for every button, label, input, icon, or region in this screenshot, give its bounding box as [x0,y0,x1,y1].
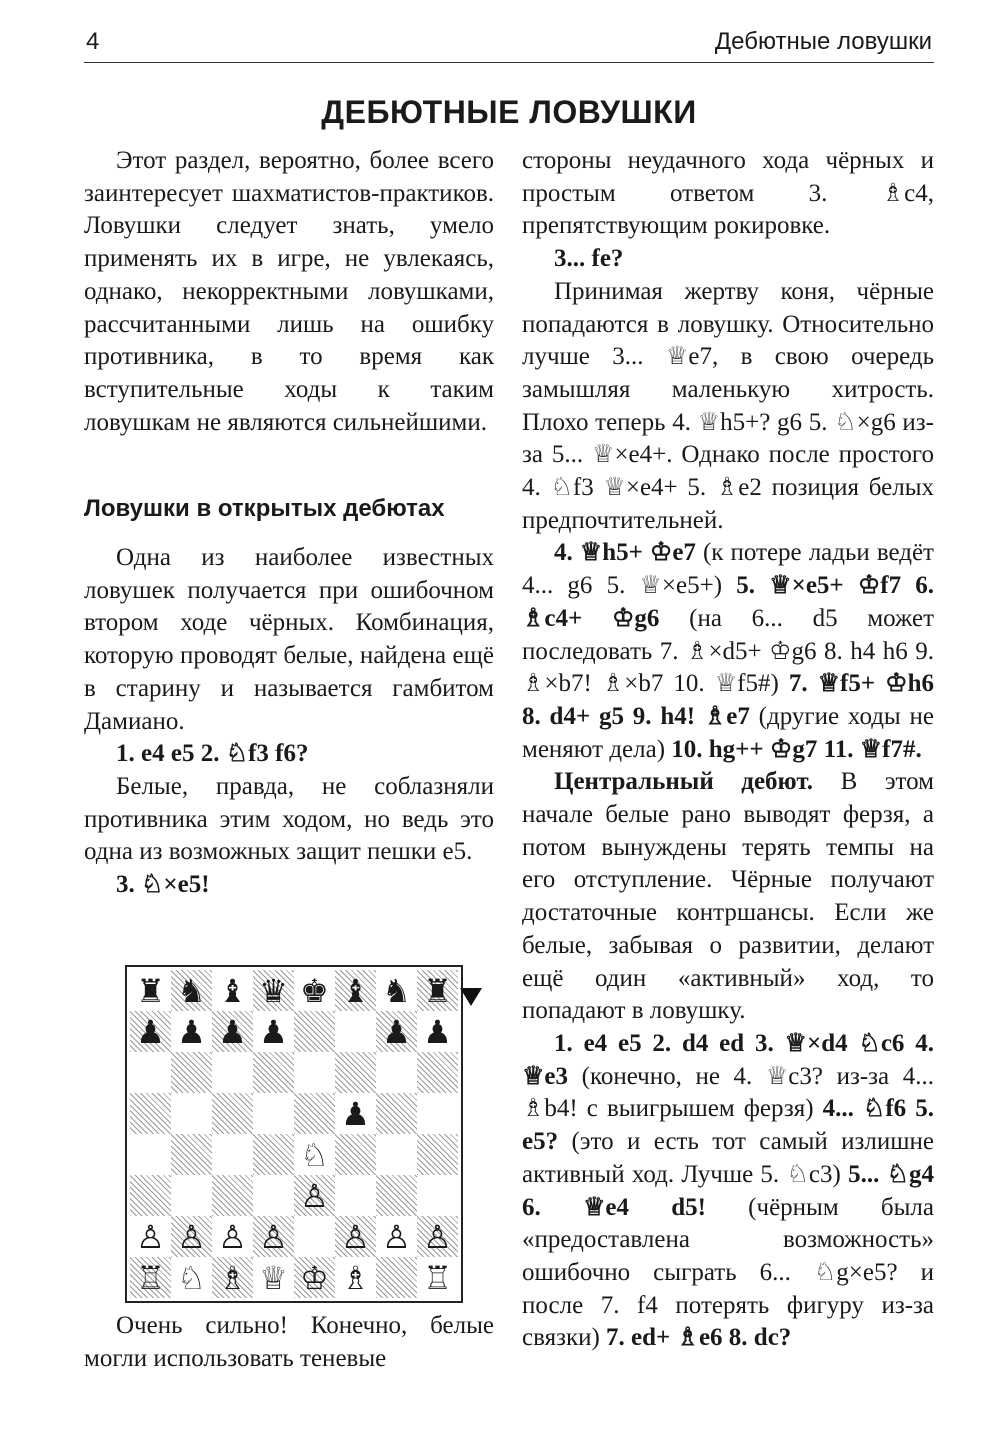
board-square [335,970,376,1011]
board-square [294,1257,335,1298]
chess-piece-icon: ♝ [218,971,247,1010]
board-square [130,1175,171,1216]
move-notation: 4... ♘f6 5. e5? [522,1095,934,1156]
move-notation: 1. e4 e5 2. ♘f3 f6? [116,740,309,768]
chess-piece-icon: ♞ [382,971,411,1010]
black-to-move-triangle-icon [460,988,482,1006]
board-square [376,1175,417,1216]
board-square [376,1257,417,1298]
board-square [171,1175,212,1216]
chess-piece-icon: ♟ [341,1094,370,1133]
move-notation: 10. hg++ ♔g7 11. ♕f7#. [671,735,922,763]
paragraph: Одна из наиболее известных ловушек получается при ошибочном втором ходе чёрных. Комбинация, которую проводят белые, найдена ещё в старину и называется гамбитом Дамиано. [84,544,494,735]
chess-piece-icon: ♙ [136,1217,165,1256]
board-square [417,1257,458,1298]
board-square [171,1216,212,1257]
board-square [335,1011,376,1052]
board-square [253,1052,294,1093]
paragraph: Белые, правда, не соблазняли противника этим ходом, но ведь это одна из возможных защит пешки e5. [84,772,494,866]
move-notation: 3. ♘×e5! [116,871,210,899]
board-square [130,1093,171,1134]
chess-piece-icon: ♟ [218,1012,247,1051]
move-notation: 7. ed+ ♗e6 8. dc? [606,1324,792,1352]
board-square [212,1257,253,1298]
chessboard [125,965,463,1303]
board-square [253,1216,294,1257]
board-square [417,1052,458,1093]
intro-paragraph: Этот раздел, вероятно, более всего заинтересует шахматистов-практиков. Ловушки следует знать, умело применять их в игре, не увлекаясь, однако, некорректными ловушками, рассчитанными лишь на ошибку противника, в то время как вступительные ходы к таким ловушкам не являются сильнейшими. [84,147,494,436]
board-square [171,1093,212,1134]
chess-piece-icon: ♙ [177,1217,206,1256]
comment: (к потере ладьи ведёт 4... g6 5. ♕×e5+) [522,539,934,600]
board-square [376,1052,417,1093]
board-square [171,1011,212,1052]
board-square [171,970,212,1011]
section-subheading: Ловушки в открытых дебютах [84,495,445,523]
board-square [417,1216,458,1257]
board-square [130,970,171,1011]
chess-piece-icon: ♟ [136,1012,165,1051]
paragraph: Принимая жертву коня, чёрные попадаются в ловушку. Относительно лучше 3... ♕e7, в свою очередь замышляя маленькую хитрость. Плохо теперь 4. ♕h5+? g6 5. ♘×g6 из-за 5... ♕×e4+. Однако после простого 4. ♘f3 ♕×e4+ 5. ♗e2 позиция белых предпочтительней. [522,277,934,534]
opening-name: Центральный дебют. [554,768,813,796]
page-number: 4 [86,28,100,55]
chess-piece-icon: ♙ [300,1176,329,1215]
board-square [294,1134,335,1175]
right-column [522,145,934,1355]
move-notation: 5. ♕×e5+ ♔f7 6. ♗c4+ ♔g6 [522,572,934,632]
board-square [253,1257,294,1298]
move-line [84,869,494,902]
chapter-title: ДЕБЮТНЫЕ ЛОВУШКИ [321,94,697,130]
chess-piece-icon: ♖ [423,1258,452,1297]
board-square [212,1093,253,1134]
paragraph: Очень сильно! Конечно, белые могли использовать теневые [84,1312,494,1372]
board-square [417,1093,458,1134]
chess-piece-icon: ♙ [382,1217,411,1256]
chess-piece-icon: ♛ [259,971,288,1010]
chess-piece-icon: ♕ [259,1258,288,1297]
board-square [376,970,417,1011]
board-square [253,1011,294,1052]
board-square [335,1257,376,1298]
board-square [253,1175,294,1216]
board-square [130,1011,171,1052]
comment: (на 6... d5 может последовать 7. ♗×d5+ ♔g6 8. h4 h6 9. ♗×b7! ♗×b7 10. ♕f5#) [522,604,934,698]
comment: (это и есть тот самый излишне активный ход. Лучше 5. ♘c3) [522,1128,934,1188]
board-square [294,1175,335,1216]
move-notation: 1. e4 e5 2. d4 ed 3. ♕×d4 ♘c6 4. ♕e3 [522,1029,934,1090]
board-square [212,1134,253,1175]
chess-piece-icon: ♙ [218,1217,247,1256]
board-square [294,970,335,1011]
chess-piece-icon: ♙ [259,1217,288,1256]
board-square [417,1011,458,1052]
board-square [212,1175,253,1216]
chess-piece-icon: ♘ [300,1135,329,1174]
move-notation: 7. ♕f5+ ♔h6 8. d4+ g5 9. h4! ♗e7 [522,670,934,730]
comment: (другие ходы не меняют дела) [522,702,935,763]
paragraph: стороны неудачного хода чёрных и простым ответом 3. ♗c4, препятствующим рокировке. [522,147,934,240]
chess-piece-icon: ♔ [300,1258,329,1297]
paragraph [522,537,934,766]
running-title: Дебютные ловушки [714,28,932,55]
board-square [253,1134,294,1175]
board-square [212,1216,253,1257]
board-square [417,1134,458,1175]
board-square [212,970,253,1011]
paragraph-text: В этом начале белые рано выводят ферзя, а потом вынуждены терять темпы на его отступление. Чёрные получают достаточные контршансы. Если же белые, забывая о развитии, делают ещё один «активный» ход, то попадают в ловушку. [522,768,934,1025]
paragraph [522,1028,934,1355]
board-square [376,1093,417,1134]
chess-piece-icon: ♖ [136,1258,165,1297]
chess-piece-icon: ♙ [423,1217,452,1256]
chess-piece-icon: ♙ [341,1217,370,1256]
board-square [130,1052,171,1093]
board-square [376,1011,417,1052]
chess-piece-icon: ♗ [341,1258,370,1297]
chess-diagram [125,965,463,1303]
board-square [335,1052,376,1093]
board-square [130,1134,171,1175]
board-square [212,1052,253,1093]
comment: (чёрным была «предоставлена возможность» ошибочно сыграть 6... ♘g×e5? и после 7. f4 потерять фигуру из-за связки) [522,1193,934,1352]
left-column [84,145,494,902]
move-notation: 3... fe? [554,245,624,273]
board-square [171,1052,212,1093]
comment: (конечно, не 4. ♕c3? из-за 4... ♗b4! с выигрышем ферзя) [522,1062,934,1123]
board-square [171,1134,212,1175]
board-square [335,1216,376,1257]
board-square [376,1216,417,1257]
board-square [171,1257,212,1298]
chess-piece-icon: ♘ [177,1258,206,1297]
board-square [294,1011,335,1052]
board-square [253,1093,294,1134]
move-line [84,738,494,771]
chess-piece-icon: ♚ [300,971,329,1010]
board-square [294,1093,335,1134]
chess-piece-icon: ♞ [177,971,206,1010]
board-square [294,1052,335,1093]
board-square [335,1175,376,1216]
move-line [522,243,934,276]
running-header [84,22,934,63]
chess-piece-icon: ♗ [218,1258,247,1297]
move-notation: 5... ♘g4 6. ♕e4 d5! [522,1160,934,1221]
board-square [212,1011,253,1052]
chess-piece-icon: ♜ [136,971,165,1010]
board-square [253,970,294,1011]
chess-piece-icon: ♟ [259,1012,288,1051]
left-column-continued [84,1310,494,1375]
board-square [417,970,458,1011]
board-square [130,1257,171,1298]
move-notation: 4. ♕h5+ ♔e7 [554,539,696,567]
board-square [335,1134,376,1175]
chess-piece-icon: ♟ [423,1012,452,1051]
board-square [130,1216,171,1257]
chess-piece-icon: ♝ [341,971,370,1010]
chess-piece-icon: ♟ [177,1012,206,1051]
chess-piece-icon: ♟ [382,1012,411,1051]
board-square [335,1093,376,1134]
chess-piece-icon: ♜ [423,971,452,1010]
board-square [417,1175,458,1216]
paragraph [522,766,934,1028]
board-square [376,1134,417,1175]
board-square [294,1216,335,1257]
